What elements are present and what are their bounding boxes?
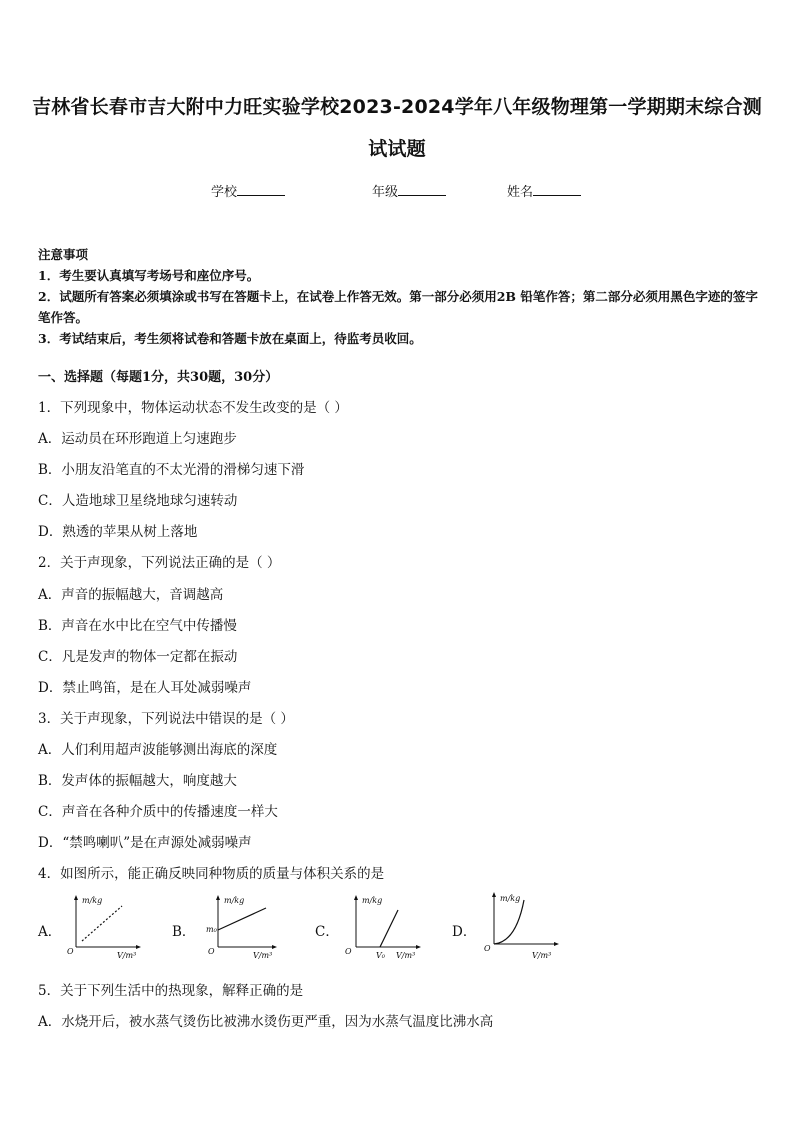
section-title: 一、选择题（每题1分，共30题，30分）: [38, 370, 279, 385]
question-4-option-c-label: C．: [315, 924, 339, 940]
notice-heading: 注意事项: [38, 247, 89, 262]
question-4-option-d-label: D．: [452, 924, 477, 940]
question-2-option-b: B．声音在水中比在空气中传播慢: [38, 618, 237, 634]
graph-d-origin: O: [484, 944, 491, 953]
name-blank[interactable]: [533, 183, 581, 196]
question-4-graph-options: [0, 892, 794, 967]
school-field: [211, 181, 285, 200]
question-3-option-a: A．人们利用超声波能够测出海底的深度: [38, 742, 278, 758]
graph-a-proportional: [62, 892, 142, 962]
notice-item-1: 1．考生要认真填写考场号和座位序号。: [38, 268, 260, 283]
graph-d-x-label: V/m³: [532, 951, 552, 960]
school-blank[interactable]: [237, 183, 285, 196]
grade-blank[interactable]: [398, 183, 446, 196]
question-2-option-a: A．声音的振幅越大，音调越高: [38, 587, 224, 603]
graph-b-origin: O: [208, 947, 215, 956]
question-3-option-d: D．“禁鸣喇叭”是在声源处减弱噪声: [38, 835, 252, 851]
question-3-option-b: B．发声体的振幅越大，响度越大: [38, 773, 237, 789]
question-1-option-a: A．运动员在环形跑道上匀速跑步: [38, 431, 237, 447]
school-label: 学校: [211, 185, 238, 200]
graph-a-origin: O: [67, 947, 74, 956]
notice-item-3: 3．考试结束后，考生须将试卷和答题卡放在桌面上，待监考员收回。: [38, 331, 422, 346]
question-1-option-c: C．人造地球卫星绕地球匀速转动: [38, 493, 238, 509]
question-2-option-c: C．凡是发声的物体一定都在振动: [38, 649, 238, 665]
question-4-option-b-label: B．: [172, 924, 196, 940]
graph-a-x-label: V/m³: [117, 951, 137, 960]
graph-c-origin: O: [345, 947, 352, 956]
notice-block: [38, 244, 758, 349]
graph-a-y-label: m/kg: [82, 896, 103, 905]
question-3-option-c: C．声音在各种介质中的传播速度一样大: [38, 804, 278, 820]
exam-title: [30, 86, 764, 170]
question-1-stem: 1．下列现象中，物体运动状态不发生改变的是（ ）: [38, 400, 348, 416]
graph-b-offset-line: [198, 892, 278, 962]
graph-c-x-label: V/m³: [396, 951, 416, 960]
notice-item-2: 2．试题所有答案必须填涂或书写在答题卡上，在试卷上作答无效。第一部分必须用2B 铅笔作答；第二部分必须用黑色字迹的签字笔作答。: [38, 289, 758, 325]
graph-b-x-label: V/m³: [253, 951, 273, 960]
graph-b-intercept: m₀: [206, 925, 217, 934]
question-1-option-d: D．熟透的苹果从树上落地: [38, 524, 198, 540]
graph-d-y-label: m/kg: [500, 894, 521, 903]
graph-d-curve: [480, 892, 562, 962]
graph-c-y-label: m/kg: [362, 896, 383, 905]
title-line-1: 吉林省长春市吉大附中力旺实验学校2023-2024学年八年级物理第一学期期末综合测: [32, 96, 762, 118]
grade-label: 年级: [372, 185, 399, 200]
question-2-option-d: D．禁止鸣笛，是在人耳处减弱噪声: [38, 680, 252, 696]
question-3-stem: 3．关于声现象，下列说法中错误的是（ ）: [38, 711, 294, 727]
graph-b-y-label: m/kg: [224, 896, 245, 905]
grade-field: [372, 181, 446, 200]
graph-c-x-intercept: [340, 892, 422, 962]
question-5-stem: 5．关于下列生活中的热现象，解释正确的是: [38, 983, 304, 999]
student-info-row: [0, 181, 794, 201]
question-2-stem: 2．关于声现象，下列说法正确的是（ ）: [38, 555, 281, 571]
question-4-stem: 4．如图所示，能正确反映同种物质的质量与体积关系的是: [38, 866, 385, 882]
graph-c-intercept: V₀: [376, 951, 385, 960]
name-field: [507, 181, 581, 200]
question-5-option-a: A．水烧开后，被水蒸气烫伤比被沸水烫伤更严重，因为水蒸气温度比沸水高: [38, 1014, 494, 1030]
question-4-option-a-label: A．: [38, 924, 62, 940]
name-label: 姓名: [507, 185, 534, 200]
question-1-option-b: B．小朋友沿笔直的不太光滑的滑梯匀速下滑: [38, 462, 305, 478]
title-line-2: 试试题: [368, 138, 426, 160]
